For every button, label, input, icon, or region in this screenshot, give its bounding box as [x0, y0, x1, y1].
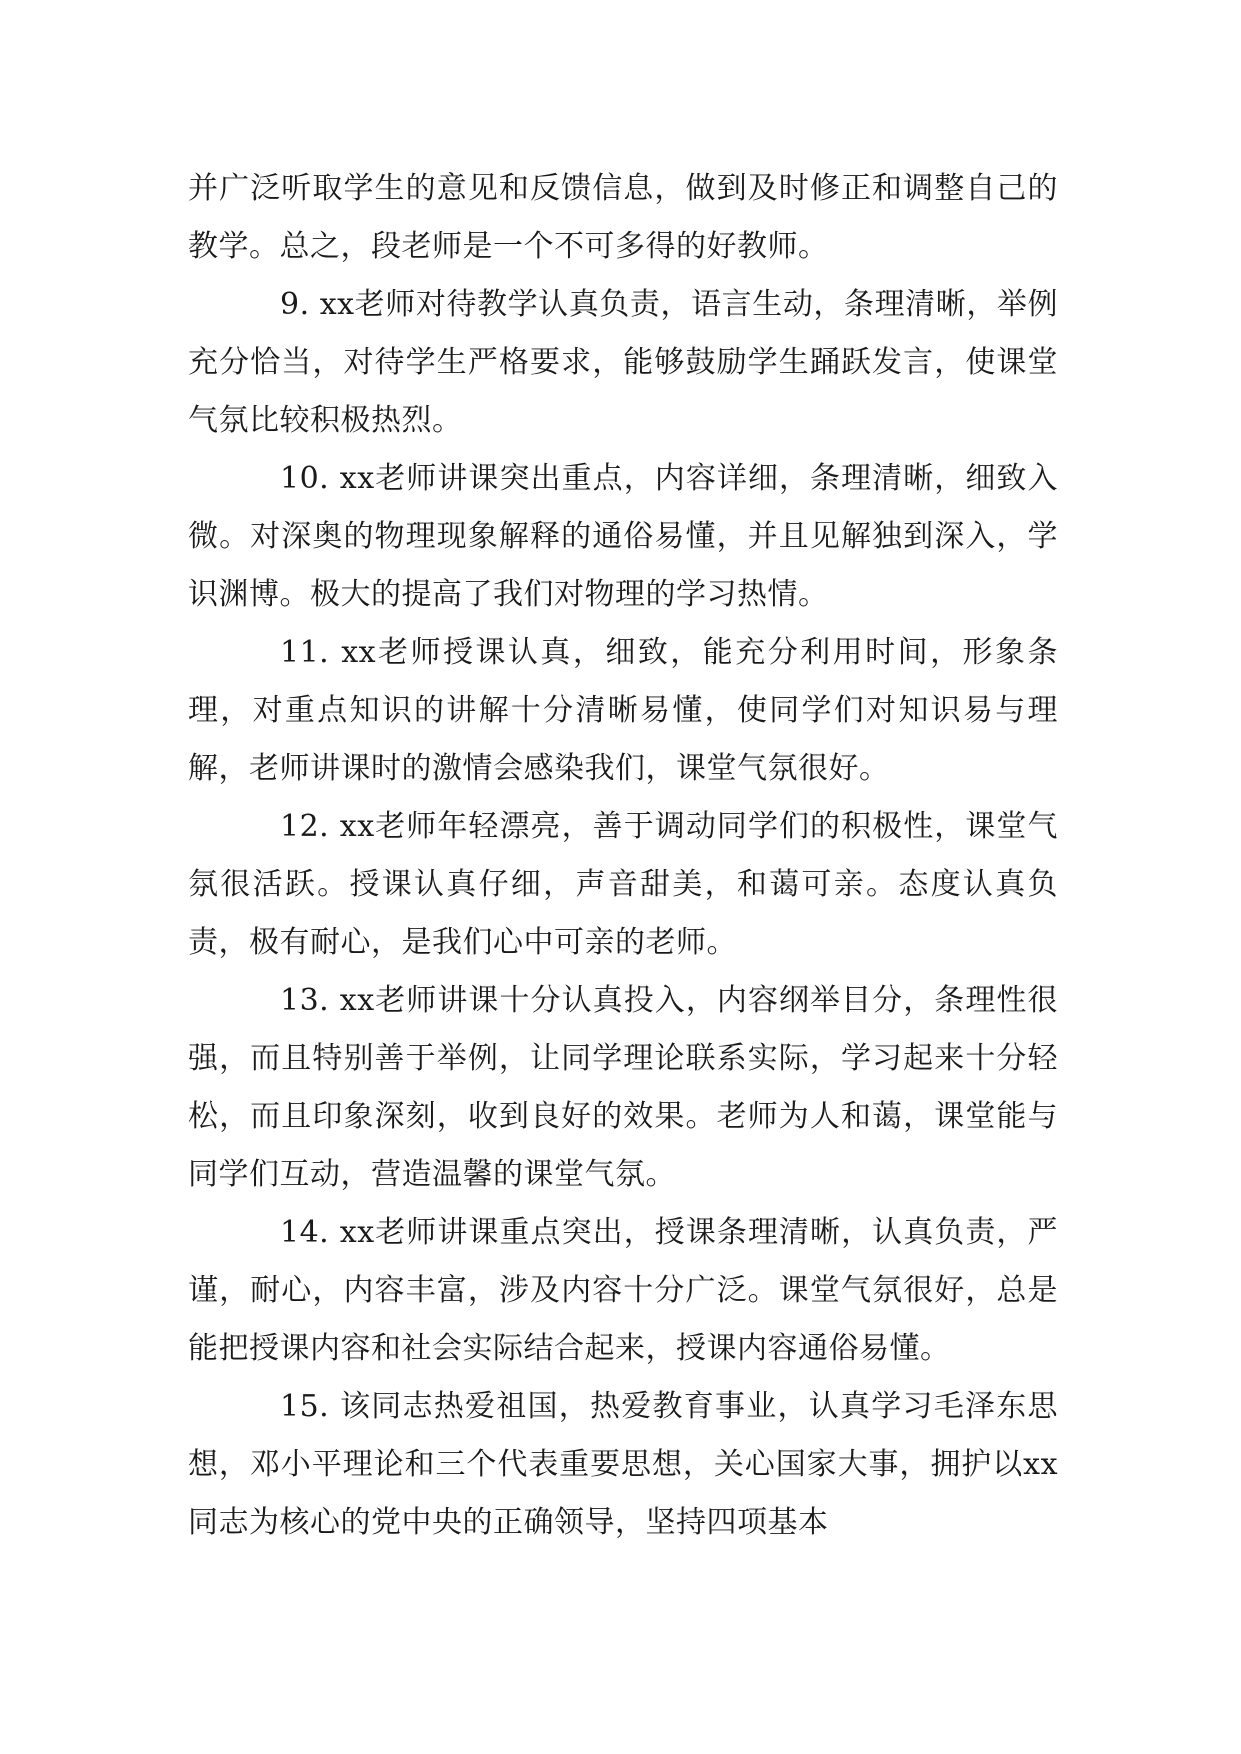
paragraph-item-10: 10. xx老师讲课突出重点，内容详细，条理清晰，细致入微。对深奥的物理现象解释的通俗易懂，并且见解独到深入，学识渊博。极大的提高了我们对物理的学习热情。: [188, 461, 1058, 612]
paragraph-item-12: 12. xx老师年轻漂亮，善于调动同学们的积极性，课堂气氛很活跃。授课认真仔细，声音甜美，和蔼可亲。态度认真负责，极有耐心，是我们心中可亲的老师。: [188, 809, 1058, 960]
document-body: [188, 160, 1058, 1552]
paragraph-item-11: 11. xx老师授课认真，细致，能充分利用时间，形象条理，对重点知识的讲解十分清晰易懂，使同学们对知识易与理解，老师讲课时的激情会感染我们，课堂气氛很好。: [188, 635, 1058, 786]
paragraph-continuation: 并广泛听取学生的意见和反馈信息，做到及时修正和调整自己的教学。总之，段老师是一个不可多得的好教师。: [188, 171, 1058, 264]
paragraph-item-15: 15. 该同志热爱祖国，热爱教育事业，认真学习毛泽东思想，邓小平理论和三个代表重要思想，关心国家大事，拥护以xx同志为核心的党中央的正确领导，坚持四项基本: [188, 1389, 1058, 1540]
paragraph-item-9: 9. xx老师对待教学认真负责，语言生动，条理清晰，举例充分恰当，对待学生严格要求，能够鼓励学生踊跃发言，使课堂气氛比较积极热烈。: [188, 287, 1058, 438]
paragraph-item-14: 14. xx老师讲课重点突出，授课条理清晰，认真负责，严谨，耐心，内容丰富，涉及内容十分广泛。课堂气氛很好，总是能把授课内容和社会实际结合起来，授课内容通俗易懂。: [188, 1215, 1058, 1366]
paragraph-item-13: 13. xx老师讲课十分认真投入，内容纲举目分，条理性很强，而且特别善于举例，让同学理论联系实际，学习起来十分轻松，而且印象深刻，收到良好的效果。老师为人和蔼，课堂能与同学们互动，营造温馨的课堂气氛。: [188, 983, 1058, 1192]
